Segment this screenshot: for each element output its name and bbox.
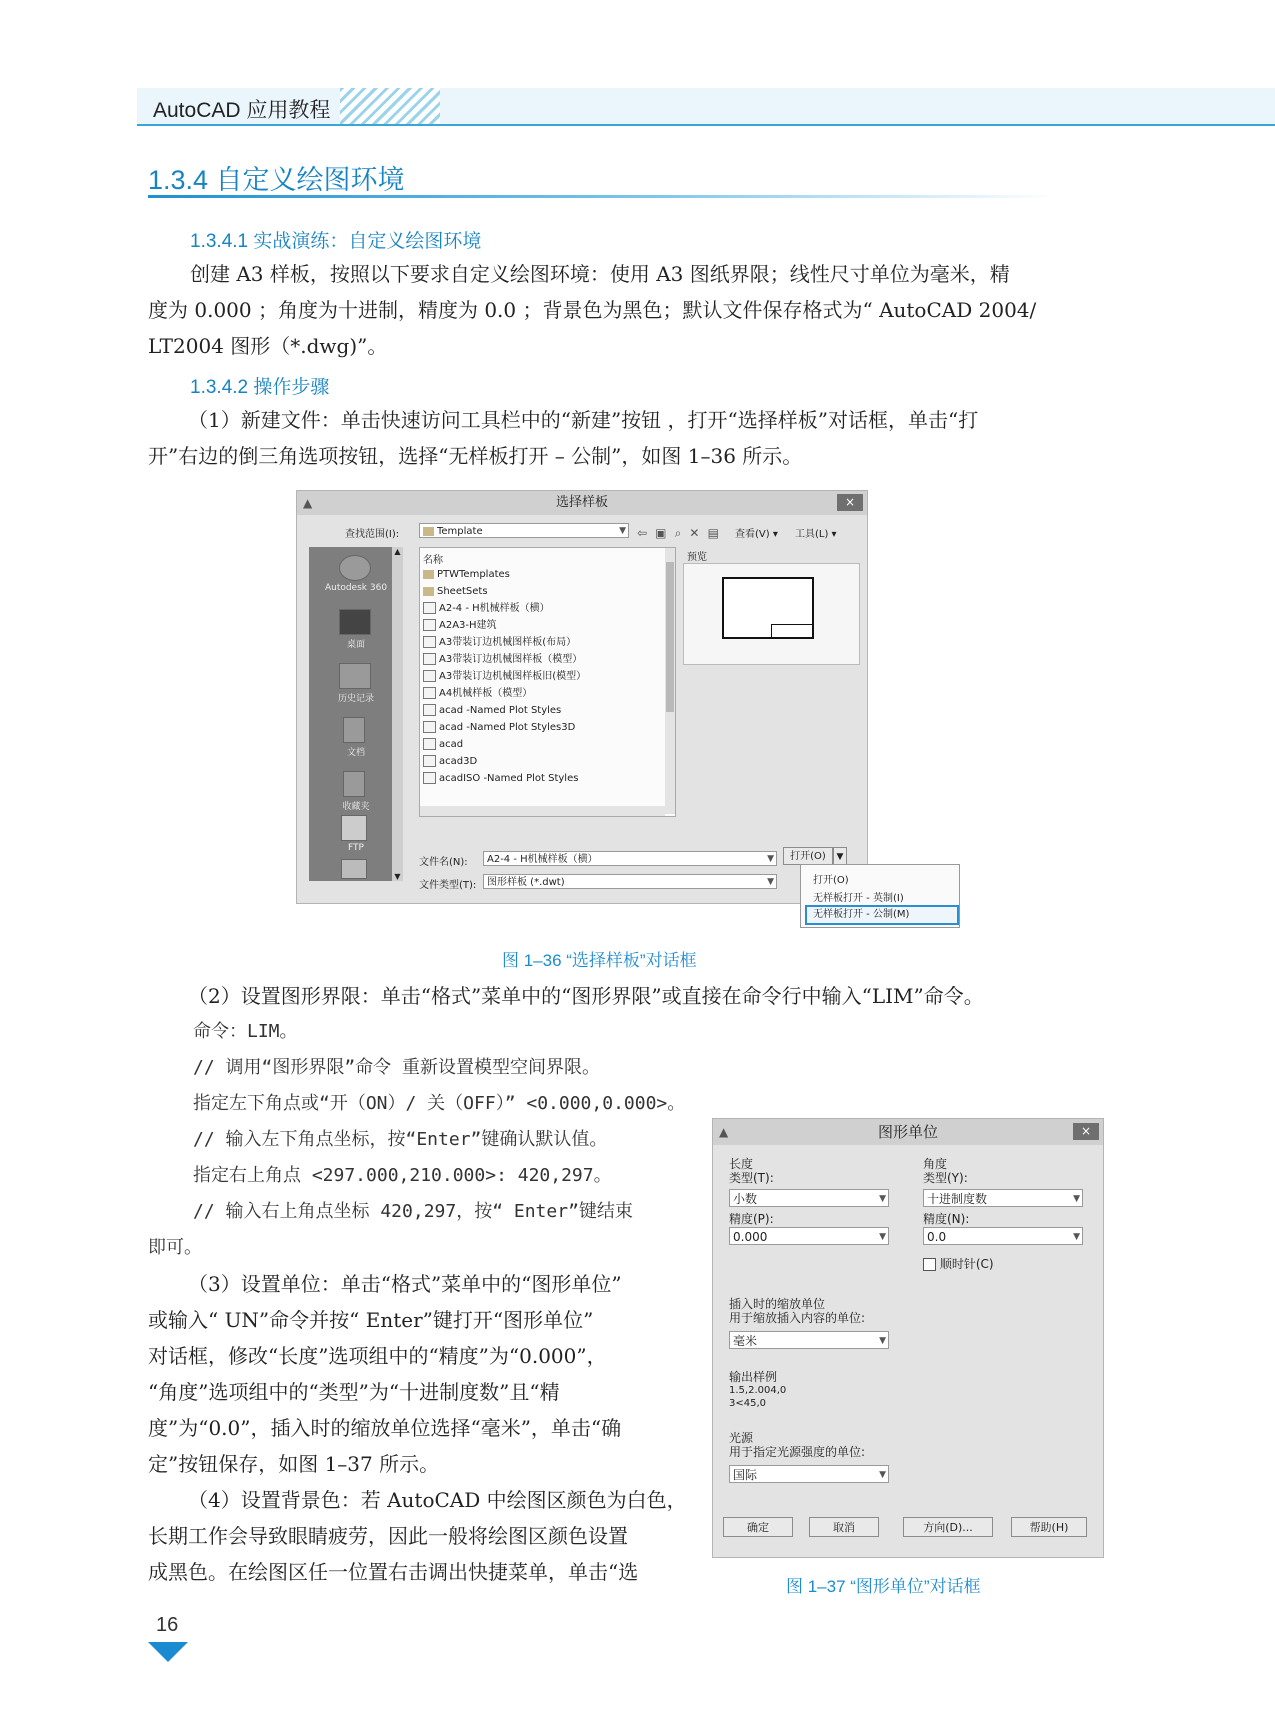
preview-pane [683,563,860,665]
insert-units-labels [729,1297,865,1325]
delete-icon[interactable]: ✕ [689,526,700,540]
open-dropdown-menu [800,864,960,928]
folder-icon [423,527,434,536]
template-file-icon [423,653,436,665]
light-units-value: 国际 [733,1468,758,1482]
sample-line: 1.5,2.004,0 [729,1385,787,1396]
length-precision-select[interactable] [729,1227,889,1245]
chevron-down-icon: ▼ [767,854,774,864]
length-precision-value: 0.000 [733,1230,768,1244]
chevron-down-icon: ▼ [879,1194,886,1204]
file-list-item[interactable] [423,702,586,719]
favorites-icon[interactable] [343,771,365,797]
command-prompt: 指定左下角点或“开（ON）/ 关（OFF）” <0.000,0.000>。 [193,1093,686,1114]
scroll-up-icon: ▲ [394,547,401,556]
file-list-item[interactable] [423,719,586,736]
step3-line: 或输入“ UN”命令并按“ Enter”键打开“图形单位” [148,1308,594,1332]
sidebar-label: Autodesk 360 [324,583,388,593]
file-name: A3带装订边机械图样板旧(模型） [439,671,587,682]
app-icon: ▲ [719,1125,729,1139]
look-in-select[interactable] [419,523,629,538]
command-comment-cont: 即可。 [148,1237,202,1258]
view-menu[interactable]: 查看(V) ▾ [735,529,778,540]
sidebar-label: 收藏夹 [342,802,370,812]
dialog-title: 图形单位 [877,1123,938,1141]
angle-precision-select[interactable] [923,1227,1083,1245]
preview-sheet-frame [722,577,814,639]
dialog-title: 选择样板 [555,495,608,510]
sample-group-title: 输出样例 [729,1370,778,1384]
folder-icon[interactable] [341,859,367,879]
scroll-down-icon: ▼ [394,872,401,881]
folder-icon [423,570,434,579]
preview-title-block [771,624,812,637]
chevron-down-icon: ▼ [1073,1194,1080,1204]
sidebar-label: 文档 [346,748,365,758]
preview-label: 预览 [687,552,707,563]
template-file-icon [423,738,436,750]
angle-group-title: 角度 [923,1157,948,1171]
file-list-item[interactable] [423,753,586,770]
light-group-title: 光源 [729,1431,754,1445]
drawing-units-dialog [712,1118,1104,1558]
dialog-titlebar [713,1119,1103,1145]
dialog-titlebar [297,491,867,515]
template-file-icon [423,619,436,631]
sidebar-label: FTP [348,843,364,853]
step3-line: 对话框，修改“长度”选项组中的“精度”为“0.000”， [148,1344,607,1368]
file-list-item[interactable] [423,583,586,600]
clockwise-option[interactable] [923,1255,994,1272]
insert-units-select[interactable] [729,1331,889,1349]
sidebar-label: 历史记录 [337,694,374,704]
menu-item-no-template-metric[interactable]: 无样板打开 - 公制(M) [805,905,959,925]
file-name: A3带装订边机械图样板（模型） [439,654,583,665]
command-comment: // 输入右上角点坐标 420,297，按“ Enter”键结束 [193,1201,633,1222]
sample-output [729,1371,786,1410]
length-type-label: 类型(T): [729,1171,774,1185]
file-list-items [423,566,586,787]
clockwise-checkbox[interactable] [923,1258,936,1271]
file-list-item[interactable] [423,600,586,617]
file-list-hscroll[interactable] [420,806,665,816]
command-comment: // 输入左下角点坐标，按“Enter”键确认默认值。 [193,1129,608,1150]
angle-type-value: 十进制度数 [927,1192,988,1206]
page-number: 16 [156,1614,179,1636]
template-file-icon [423,772,436,784]
file-name: A2-4 - H机械样板（横） [439,603,550,614]
figure-caption-1-36: 图 1–36 “选择样板”对话框 [502,951,697,970]
light-units-select[interactable] [729,1465,889,1483]
ok-button[interactable]: 确定 [723,1517,793,1537]
search-icon[interactable]: ⌕ [674,526,682,540]
angle-type-label: 类型(Y): [923,1171,968,1185]
header-rule [137,124,1275,126]
step2-paragraph [148,978,1108,1014]
step2-line: （2）设置图形界限：单击“格式”菜单中的“图形界限”或直接在命令行中输入“LIM”命令。 [188,984,984,1008]
sample-line: 3<45,0 [729,1398,767,1409]
chevron-down-icon: ▼ [879,1336,886,1346]
template-file-icon [423,670,436,682]
file-list-item[interactable] [423,685,586,702]
light-desc: 用于指定光源强度的单位: [729,1445,866,1459]
header-stripes [340,88,440,124]
file-name: acad [439,739,464,750]
up-folder-icon[interactable]: ▣ [655,526,667,540]
places-sidebar [309,547,403,881]
history-icon[interactable] [339,663,371,689]
template-file-icon [423,602,436,614]
filename-value: A2-4 - H机械样板（横） [487,854,598,865]
step1-paragraph [148,402,1108,474]
length-precision-label: 精度(P): [729,1212,774,1226]
help-button[interactable]: 帮助(H) [1011,1517,1087,1537]
template-file-icon [423,721,436,733]
menu-item-no-template-imperial[interactable]: 无样板打开 - 英制(I) [813,893,904,904]
file-list-item[interactable] [423,617,586,634]
file-list-item[interactable] [423,566,586,583]
file-name: PTWTemplates [437,569,510,580]
step1-line: 开”右边的倒三角选项按钮，选择“无样板打开 – 公制”，如图 1–36 所示。 [148,444,803,468]
intro-line: 创建 A3 样板，按照以下要求自定义绘图环境：使用 A3 图纸界限；线性尺寸单位为毫米，精 [190,262,1010,286]
angle-precision-label: 精度(N): [923,1212,970,1226]
file-name: A2A3-H建筑 [439,620,497,631]
step3-line: 定”按钮保存，如图 1–37 所示。 [148,1452,440,1476]
filename-label: 文件名(N): [419,857,468,868]
length-group-title: 长度 [729,1157,754,1171]
command-prompt: 指定右上角点 <297.000,210.000>: 420,297。 [193,1165,612,1186]
file-list-item[interactable] [423,736,586,753]
sidebar-scrollbar[interactable] [392,547,403,881]
cloud-icon[interactable] [339,555,371,581]
section-title: 1.3.4 自定义绘图环境 [148,165,405,195]
file-list [419,547,676,817]
file-list-item[interactable] [423,668,586,685]
angle-precision-value: 0.0 [927,1230,947,1244]
insert-units-value: 毫米 [733,1334,758,1348]
file-list-item[interactable] [423,770,586,787]
file-name: SheetSets [437,586,488,597]
chevron-down-icon: ▼ [879,1232,886,1242]
file-list-item[interactable] [423,651,586,668]
sidebar-label: 桌面 [346,640,365,650]
file-name: acad3D [439,756,478,767]
length-type-select[interactable] [729,1189,889,1207]
length-type-value: 小数 [733,1192,758,1206]
lighting-labels [729,1431,865,1459]
file-name: acadISO -Named Plot Styles [439,773,579,784]
close-button[interactable]: × [1073,1123,1099,1140]
ftp-icon[interactable] [341,815,367,841]
open-dropdown-button[interactable]: ▼ [833,847,847,865]
book-title: AutoCAD 应用教程 [153,99,331,122]
template-file-icon [423,755,436,767]
chevron-down-icon: ▼ [619,526,626,536]
documents-icon[interactable] [343,717,365,743]
length-group-labels [729,1157,774,1185]
command-comment: // 调用“图形界限”命令 重新设置模型空间界限。 [193,1057,601,1078]
select-template-dialog [296,490,868,904]
chevron-down-icon: ▼ [1073,1232,1080,1242]
chevron-down-icon: ▼ [879,1470,886,1480]
intro-line: LT2004 图形（*.dwg)”。 [148,334,388,358]
column-name-header[interactable]: 名称 [423,555,443,566]
file-list-item[interactable] [423,634,586,651]
direction-button[interactable]: 方向(D)... [903,1517,993,1537]
intro-paragraph [148,256,1108,364]
step3-line: 度”为“0.0”，插入时的缩放单位选择“毫米”，单击“确 [148,1416,622,1440]
template-file-icon [423,704,436,716]
chevron-down-icon: ▼ [767,877,774,887]
step4-line: 成黑色。在绘图区任一位置右击调出快捷菜单，单击“选 [148,1560,639,1584]
step3-paragraph [148,1266,696,1482]
command-line: 命令：LIM。 [193,1021,298,1042]
folder-icon [423,587,434,596]
filetype-value: 图形样板 (*.dwt) [487,877,565,888]
back-icon[interactable]: ⇦ [637,526,648,540]
step4-line: （4）设置背景色：若 AutoCAD 中绘图区颜色为白色， [188,1488,687,1512]
file-name: A3带装订边机械图样板(布局） [439,637,577,648]
look-in-value: Template [437,526,483,537]
step1-line: （1）新建文件：单击快速访问工具栏中的“新建”按钮 ，打开“选择样板”对话框，单击“打 [188,408,979,432]
insert-group-title: 插入时的缩放单位 [729,1297,826,1311]
angle-group-labels [923,1157,968,1185]
page-marker-triangle [148,1642,188,1662]
figure-caption-1-37: 图 1–37 “图形单位”对话框 [786,1577,981,1596]
menu-item-open[interactable]: 打开(O) [813,875,849,886]
toolbar-icons [637,522,722,541]
subsection-title-1: 1.3.4.1 实战演练：自定义绘图环境 [190,231,482,252]
tools-label: 工具(L) [795,529,829,540]
intro-line: 度为 0.000 ；角度为十进制，精度为 0.0 ；背景色为黑色；默认文件保存格式为“ AutoCAD 2004/ [148,298,1037,322]
subsection-title-2: 1.3.4.2 操作步骤 [190,377,330,398]
template-file-icon [423,636,436,648]
file-name: acad -Named Plot Styles [439,705,562,716]
angle-type-select[interactable] [923,1189,1083,1207]
app-icon: ▲ [303,496,313,510]
filetype-select[interactable] [483,874,777,889]
look-in-label: 查找范围(I): [345,529,400,540]
open-button[interactable]: 打开(O) [783,847,833,865]
template-file-icon [423,687,436,699]
clockwise-label: 顺时针(C) [939,1257,994,1271]
filetype-label: 文件类型(T): [419,880,477,891]
file-name: A4机械样板（模型） [439,688,533,699]
tools-menu[interactable]: 工具(L) ▾ [795,529,837,540]
step3-line: （3）设置单位：单击“格式”菜单中的“图形单位” [188,1272,622,1296]
new-folder-icon[interactable]: ▤ [707,526,719,540]
insert-desc: 用于缩放插入内容的单位: [729,1311,866,1325]
step4-line: 长期工作会导致眼睛疲劳，因此一般将绘图区颜色设置 [148,1524,628,1548]
file-list-vscroll[interactable] [665,548,675,814]
scroll-thumb[interactable] [666,562,674,712]
filename-input[interactable] [483,851,777,866]
step3-line: “角度”选项组中的“类型”为“十进制度数”且“精 [148,1380,560,1404]
section-underline [148,195,1058,198]
file-name: acad -Named Plot Styles3D [439,722,576,733]
view-label: 查看(V) [735,529,770,540]
step4-paragraph [148,1482,696,1590]
close-button[interactable]: × [837,494,863,511]
cancel-button[interactable]: 取消 [809,1517,879,1537]
desktop-icon[interactable] [339,609,371,635]
